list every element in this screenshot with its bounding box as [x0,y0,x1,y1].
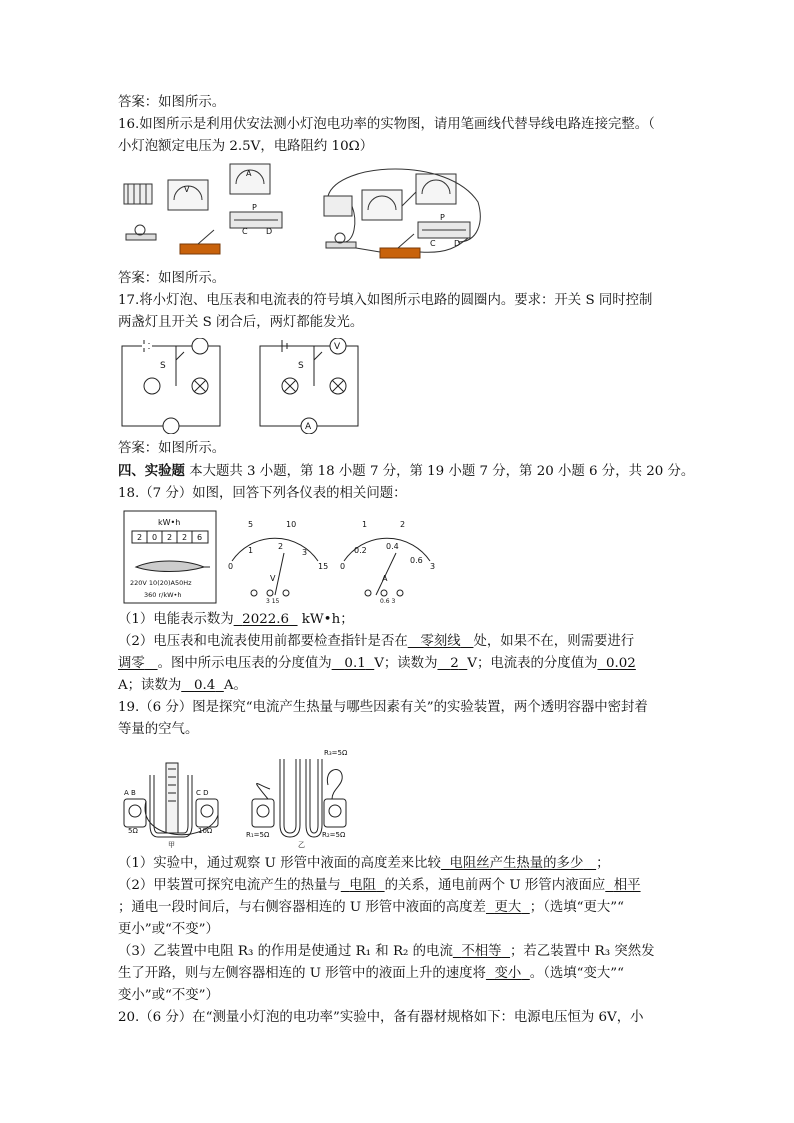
fig17-ammeter-label: A [305,422,312,432]
section-4-heading [118,460,695,483]
q18-3-text-b: 。图中所示电压表的分度值为 [157,656,332,671]
q18-3-answer-g-value: 0.02 [606,656,636,671]
fig17-switch-label-right: S [298,361,304,371]
q19-2-text-tail: 的关系，通电前两个 U 形管内液面应 [384,878,606,893]
ammeter-end-3: 3 [430,562,436,571]
answer-17: 答案：如图所示。 [118,441,226,456]
answer-15: 答案：如图所示。 [118,95,226,110]
question-17-line1: 17.将小灯泡、电压表和电流表的符号填入如图所示电路的圆圈内。要求：开关 S 同时控制 [118,293,653,308]
fig19-label-yi: 乙 [298,841,305,849]
q18-3-answer-e-value: 2 [450,656,459,671]
q18-2-answer-value: 零刻线 [420,634,461,649]
q19-1-answer [441,856,596,871]
q18-4-unit: A。 [223,678,247,693]
q19-part2 [118,875,683,897]
q18-3-answer-a [118,656,158,671]
fig19-label-r3: R₃=5Ω [324,749,348,757]
q19-part1 [118,853,683,875]
q19-5-tail: 。（选填“变大”“ [529,966,624,981]
fig19-label-jia: 甲 [168,841,175,849]
fig16-label-c-answer: C [430,239,436,248]
q18-3-answer-g [597,656,635,671]
q19-4-text: （3）乙装置中电阻 R₃ 的作用是使通过 R₁ 和 R₂ 的电流 [118,944,453,959]
document-page [118,92,695,1029]
section-4-title: 四、实验题 [118,463,185,479]
voltmeter-bottom-2: 2 [278,542,284,551]
question-16-line1: 16.如图所示是利用伏安法测小灯泡电功率的实物图，请用笔画线代替导线电路连接完整。（ [118,117,655,132]
q18-part4 [118,675,683,697]
meter-digit-2: 0 [152,533,158,542]
q18-4-text: A；读数为 [118,678,182,693]
q18-3-text-f: V；电流表的分度值为 [467,656,598,671]
voltmeter-top-10: 10 [286,520,297,529]
q19-1-text: （1）实验中，通过观察 U 形管中液面的高度差来比较 [118,856,441,871]
voltmeter-bottom-3: 3 [302,548,308,557]
q19-3-text: ；通电一段时间后，与右侧容器相连的 U 形管中液面的高度差 [118,900,486,915]
section-4-desc: 本大题共 3 小题，第 18 小题 7 分，第 19 小题 7 分，第 20 小题 6 分，共 20 分。 [184,464,695,479]
fig19-label-r1: R₁=5Ω [246,831,270,839]
fig19-label-10ohm: 10Ω [198,827,213,835]
question-17-line2: 两盏灯且开关 S 闭合后，两灯都能发光。 [118,315,364,330]
q19-3-answer-value: 更大 [494,900,522,915]
voltmeter-terminals: 3 15 [266,598,280,605]
q19-1-tail: ； [596,856,610,871]
q18-3-answer-e [437,656,467,671]
voltmeter-symbol: V [270,574,276,583]
meter-rate: 360 r/kW•h [144,591,182,599]
ammeter-bottom-0: 0 [340,562,346,571]
q19-5-answer-value: 变小 [494,966,522,981]
question-16-line2: 小灯泡额定电压为 2.5V，电路阻约 10Ω） [118,139,374,154]
figure-18-meters [118,509,683,605]
ammeter-symbol: A [382,574,388,583]
q18-2-text-tail: 处，如果不在，则需要进行 [473,634,635,649]
fig16-label-d-answer: D [454,239,461,248]
q18-1-answer [234,612,298,627]
ammeter-bottom-02: 0.2 [354,546,367,555]
q18-3-answer-a-value: 调零 [118,656,145,671]
q19-1-answer-value: 电阻丝产生热量的多少 [449,856,584,871]
meter-digit-5: 6 [197,533,203,542]
fig17-voltmeter-label: V [334,342,341,352]
meter-digit-4: 2 [182,533,188,542]
q19-2-answer-2 [605,878,640,893]
q19-2-answer-2-value: 相平 [613,878,641,893]
ammeter-terminals: 0.6 3 [380,598,396,605]
question-19-line1: 19.（6 分）图是探究“电流产生热量与哪些因素有关”的实验装置，两个透明容器中密封着 [118,700,648,715]
fig19-label-cd: C D [196,789,209,797]
q19-part3-cont: 更小”或“不变”） [118,922,219,937]
fig16-label-d: D [266,227,273,236]
question-19-line2: 等量的空气。 [118,722,199,737]
q18-4-answer [181,678,224,693]
q18-3-text-d: V；读数为 [374,656,438,671]
ammeter-top-2: 2 [400,520,406,529]
voltmeter-bottom-0: 0 [228,562,234,571]
fig17-switch-label-left: S [160,361,166,371]
meter-digit-1: 2 [137,533,143,542]
meter-unit: kW•h [158,518,181,527]
fig19-label-r2: R₂=5Ω [322,831,346,839]
q18-part3 [118,653,683,675]
q18-1-unit: kW•h； [297,612,354,627]
q19-2-answer-value: 电阻 [349,878,377,893]
voltmeter-end-15: 15 [318,562,329,571]
meter-digit-3: 2 [167,533,173,542]
q19-3-tail: ；（选填“更大”“ [529,900,624,915]
ammeter-bottom-04: 0.4 [386,542,399,551]
q18-1-answer-value: 2022.6 [242,612,290,627]
answer-16: 答案：如图所示。 [118,271,226,286]
q18-3-answer-c-value: 0.1 [344,656,366,671]
fig16-label-p-answer: P [440,213,445,222]
fig16-label-v: V [184,185,190,194]
voltmeter-bottom-1: 1 [248,546,254,555]
q19-2-text: （2）甲装置可探究电流产生的热量与 [118,878,341,893]
q19-4-answer-value: 不相等 [461,944,502,959]
q19-3-answer [486,900,530,915]
fig16-label-a: A [246,169,252,178]
q19-4-answer [453,944,510,959]
question-18: 18.（7 分）如图，回答下列各仪表的相关问题： [118,486,407,501]
fig19-label-5ohm: 5Ω [128,827,138,835]
fig16-label-c: C [242,227,248,236]
figure-17-circuits [118,338,683,434]
figure-19-apparatus [118,745,683,849]
q19-part5-cont: 变小”或“不变”） [118,988,219,1003]
q18-2-answer [408,634,474,649]
q19-5-text: 生了开路，则与左侧容器相连的 U 形管中的液面上升的速度将 [118,966,486,981]
voltmeter-top-5: 5 [248,520,254,529]
q18-3-answer-c [332,656,375,671]
figure-16-circuit-photo [118,162,683,264]
q18-part2 [118,631,683,653]
q18-4-answer-value: 0.4 [194,678,216,693]
fig16-label-p: P [252,203,257,212]
q18-1-text: （1）电能表示数为 [118,612,234,627]
q19-5-answer [486,966,530,981]
question-20: 20.（6 分）在“测量小灯泡的电功率”实验中，备有器材规格如下：电源电压恒为 6V，小 [118,1010,644,1025]
fig19-label-ab: A B [124,789,136,797]
q19-part4 [118,941,683,963]
q19-4-tail: ；若乙装置中 R₃ 突然发 [510,944,655,959]
q18-part1 [118,609,683,631]
meter-spec: 220V 10(20)A50Hz [130,579,192,587]
ammeter-bottom-06: 0.6 [410,556,423,565]
q18-2-text: （2）电压表和电流表使用前都要检查指针是否在 [118,634,408,649]
q19-part5 [118,963,683,985]
q19-2-answer [341,878,385,893]
q19-part3 [118,897,683,919]
ammeter-top-1: 1 [362,520,368,529]
